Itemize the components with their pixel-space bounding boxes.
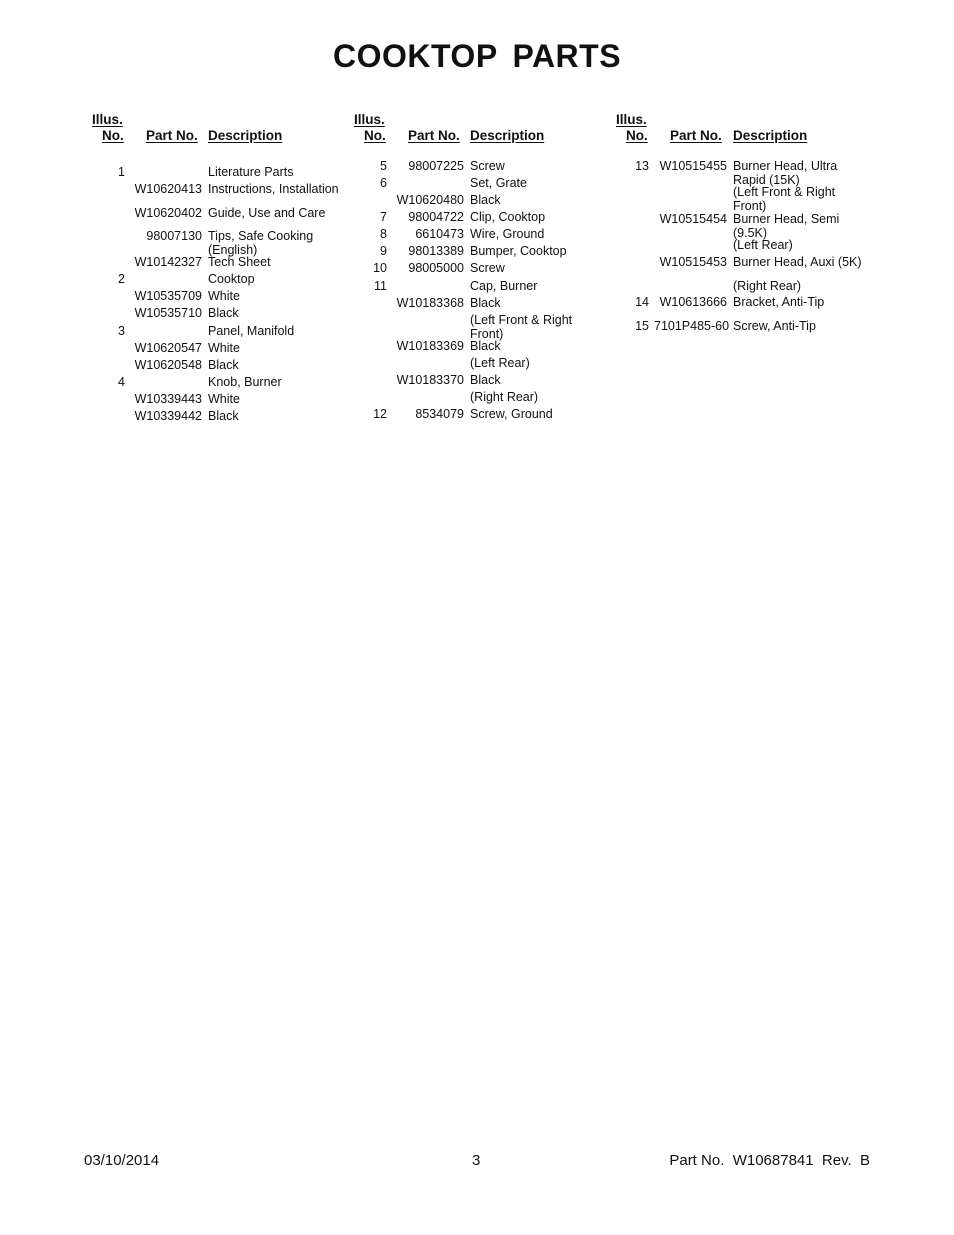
column-header xyxy=(616,113,906,147)
part-description: Black xyxy=(470,296,501,310)
part-description: Clip, Cooktop xyxy=(470,210,546,224)
part-description: (Right Rear) xyxy=(733,279,802,293)
illus-number: 8 xyxy=(380,227,387,241)
part-description: Black xyxy=(208,358,239,372)
header-description: Description xyxy=(733,128,808,143)
part-description: Knob, Burner xyxy=(208,375,282,389)
illus-number: 15 xyxy=(635,319,649,333)
part-number: W10535709 xyxy=(134,289,202,303)
part-number: W10339442 xyxy=(134,409,202,423)
part-description: Black xyxy=(208,306,239,320)
header-illus: Illus. xyxy=(92,112,123,127)
illus-number: 1 xyxy=(118,165,125,179)
part-number: 8534079 xyxy=(415,407,464,421)
part-description: Instructions, Installation xyxy=(208,182,339,196)
part-description: (Right Rear) xyxy=(470,390,539,404)
header-description: Description xyxy=(208,128,283,143)
footer-page-number: 3 xyxy=(472,1152,481,1169)
part-number: W10339443 xyxy=(134,392,202,406)
part-number: W10620547 xyxy=(134,341,202,355)
part-number: W10515455 xyxy=(659,159,727,173)
illus-number: 2 xyxy=(118,272,125,286)
part-number: 98007225 xyxy=(408,159,464,173)
part-number: W10515454 xyxy=(659,212,727,226)
part-description: Bracket, Anti-Tip xyxy=(733,295,825,309)
illus-number: 12 xyxy=(373,407,387,421)
part-number: W10620402 xyxy=(134,206,202,220)
part-description: Wire, Ground xyxy=(470,227,545,241)
illus-number: 6 xyxy=(380,176,387,190)
column-header xyxy=(354,113,644,147)
part-description: Screw, Anti-Tip xyxy=(733,319,816,333)
part-description: (Left Front & Right Front) xyxy=(470,313,573,341)
part-description: (Left Front & Right Front) xyxy=(733,185,836,213)
part-description: Burner Head, Ultra Rapid (15K) xyxy=(733,159,838,187)
header-illus: Illus. xyxy=(354,112,385,127)
part-number: 98007130 xyxy=(146,229,202,243)
footer-date: 03/10/2014 xyxy=(84,1152,160,1169)
part-description: White xyxy=(208,289,240,303)
part-number: W10515453 xyxy=(659,255,727,269)
illus-number: 9 xyxy=(380,244,387,258)
part-description: Guide, Use and Care xyxy=(208,206,326,220)
illus-number: 11 xyxy=(374,279,387,293)
part-number: W10183369 xyxy=(396,339,464,353)
part-description: Cooktop xyxy=(208,272,255,286)
header-no: No. xyxy=(626,128,648,143)
part-number: 6610473 xyxy=(415,227,464,241)
part-number: W10183370 xyxy=(396,373,464,387)
part-number: 98013389 xyxy=(408,244,464,258)
part-description: Black xyxy=(470,193,501,207)
parts-column-3 xyxy=(616,112,906,333)
page-title: COOKTOP PARTS xyxy=(332,38,622,74)
part-number: 98005000 xyxy=(408,261,464,275)
part-description: Panel, Manifold xyxy=(208,324,295,338)
part-number: W10620480 xyxy=(396,193,464,207)
part-description: Cap, Burner xyxy=(470,279,538,293)
header-no: No. xyxy=(102,128,124,143)
header-part-no: Part No. xyxy=(146,128,198,143)
illus-number: 13 xyxy=(635,159,649,173)
part-number: W10620413 xyxy=(134,182,202,196)
part-number: W10613666 xyxy=(659,295,727,309)
part-description: Burner Head, Auxi (5K) xyxy=(733,255,862,269)
part-description: Screw, Ground xyxy=(470,407,553,421)
header-part-no: Part No. xyxy=(670,128,722,143)
part-description: Black xyxy=(470,339,501,353)
part-description: Set, Grate xyxy=(470,176,527,190)
part-description: White xyxy=(208,392,240,406)
part-description: Screw xyxy=(470,261,505,275)
illus-number: 5 xyxy=(380,159,387,173)
part-number: 98004722 xyxy=(408,210,464,224)
part-description: White xyxy=(208,341,240,355)
part-description: Literature Parts xyxy=(208,165,294,179)
header-no: No. xyxy=(364,128,386,143)
part-description: (Left Rear) xyxy=(470,356,530,370)
part-description: Screw xyxy=(470,159,505,173)
illus-number: 7 xyxy=(380,210,387,224)
illus-number: 14 xyxy=(635,295,649,309)
part-description: Bumper, Cooktop xyxy=(470,244,567,258)
part-description: Tips, Safe Cooking (English) xyxy=(208,229,314,257)
header-part-no: Part No. xyxy=(408,128,460,143)
illus-number: 10 xyxy=(373,261,387,275)
footer-part-number: Part No. W10687841 Rev. B xyxy=(669,1152,870,1169)
part-number: W10620548 xyxy=(134,358,202,372)
part-number: 7101P485-60 xyxy=(654,319,730,333)
part-number: W10183368 xyxy=(396,296,464,310)
column-header xyxy=(92,113,382,147)
part-description: (Left Rear) xyxy=(733,238,793,252)
illus-number: 4 xyxy=(118,375,125,389)
part-description: Tech Sheet xyxy=(208,255,271,269)
header-illus: Illus. xyxy=(616,112,647,127)
header-description: Description xyxy=(470,128,545,143)
part-description: Black xyxy=(208,409,239,423)
part-number: W10142327 xyxy=(134,255,202,269)
part-description: Black xyxy=(470,373,501,387)
illus-number: 3 xyxy=(118,324,125,338)
part-description: Burner Head, Semi (9.5K) xyxy=(733,212,840,240)
part-number: W10535710 xyxy=(134,306,202,320)
